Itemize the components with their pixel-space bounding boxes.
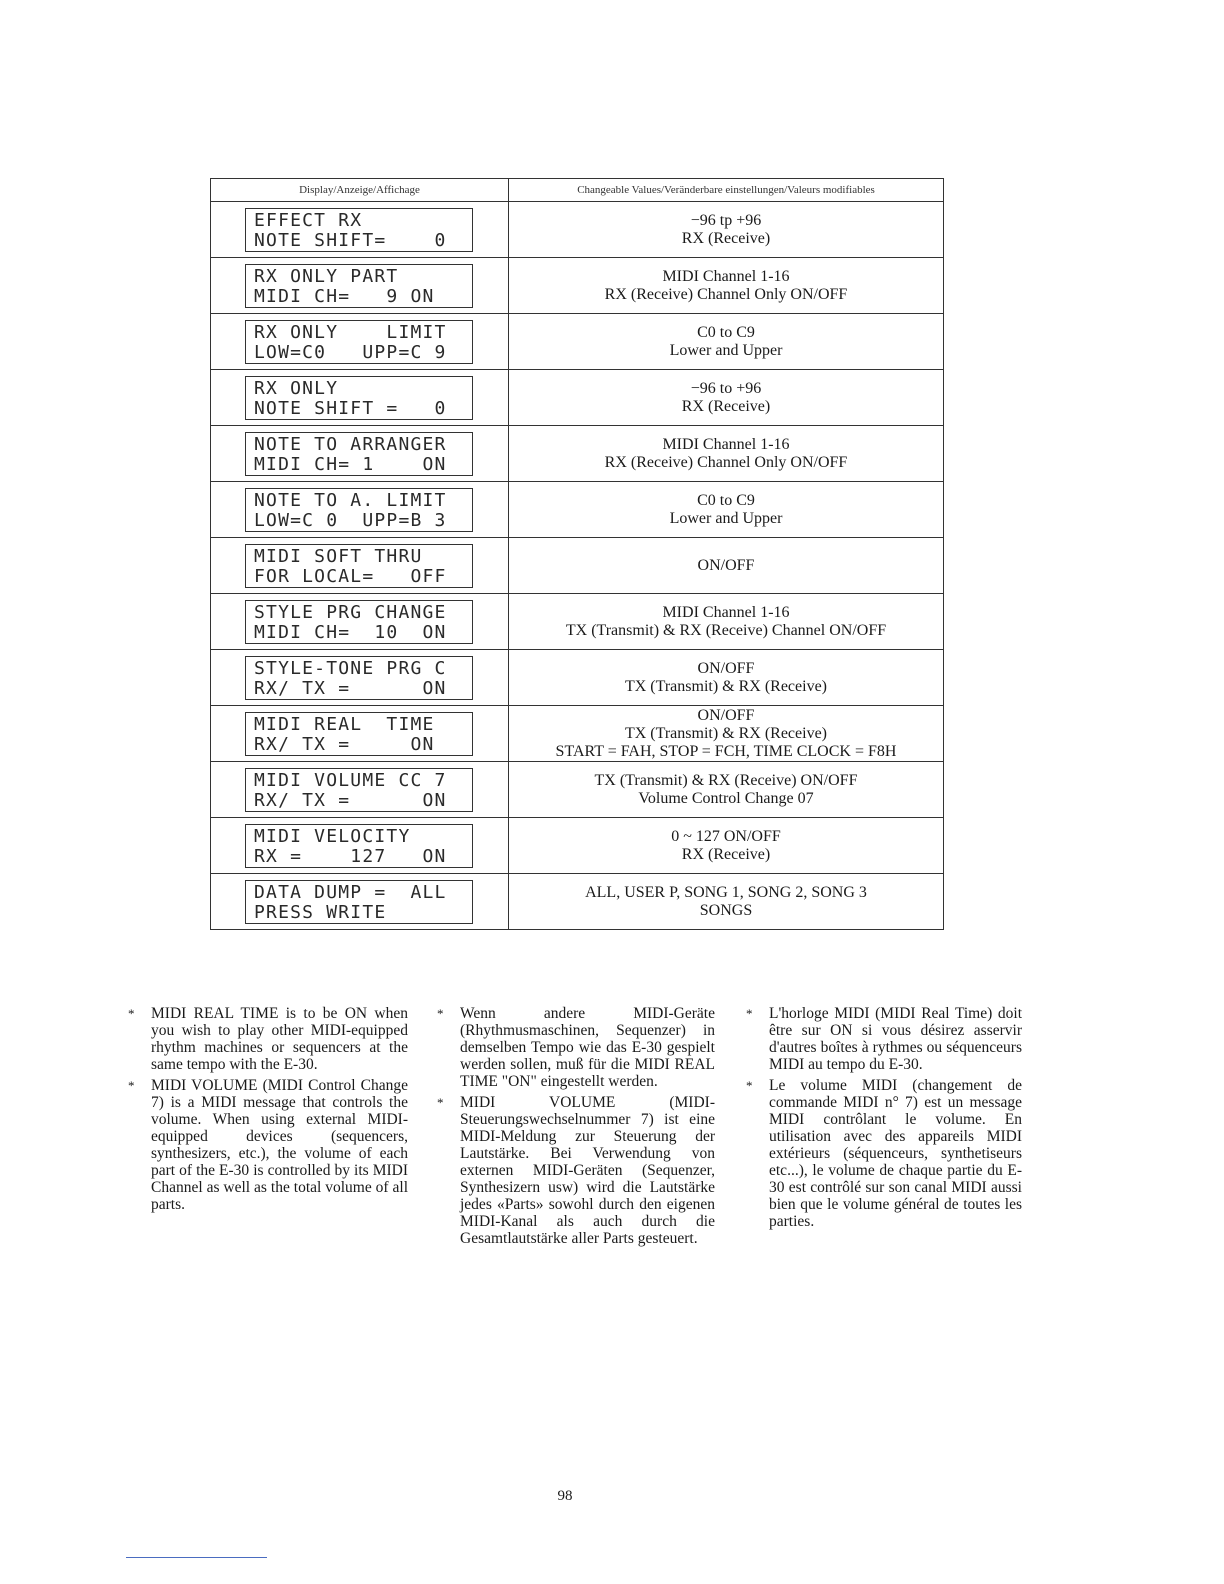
display-cell: [211, 874, 509, 930]
value-line: TX (Transmit) & RX (Receive) ON/OFF: [594, 771, 858, 789]
lcd-line: MIDI VOLUME CC 7: [254, 769, 447, 791]
header-values: Changeable Values/Veränderbare einstellungen/Valeurs modifiables: [509, 179, 944, 202]
note-text: Le volume MIDI (changement de commande MIDI n° 7) est un message MIDI contrôlant le volume. En utilisation avec des appareils MIDI extérieurs (séquenceurs, synthetiseurs etc...), le volume de chaque partie du E-30 est contrôlé sur son canal MIDI aussi bien que le volume général de toutes les parties.: [769, 1077, 1022, 1230]
display-cell: [211, 482, 509, 538]
note-text: MIDI VOLUME (MIDI-Steuerungswechselnummer 7) ist eine MIDI-Meldung zur Steuerung der Lautstärke. Bei Verwendung von externen MIDI-Geräten (Sequenzer, Synthesizern usw) wird die Lautstärke jedes «Parts» sowohl durch den eigenen MIDI-Kanal als auch durch die Gesamtlautstärke aller Parts gesteuert.: [460, 1094, 715, 1247]
lcd-display: [245, 656, 473, 700]
lcd-line: RX/ TX = ON: [254, 677, 447, 699]
midi-settings-table: [210, 178, 944, 930]
lcd-line: STYLE-TONE PRG C: [254, 657, 447, 679]
note-text: MIDI VOLUME (MIDI Control Change 7) is a MIDI message that controls the volume. When using external MIDI-equipped devices (sequencers, synthesizers, etc.), the volume of each part of the E-30 is controlled by its MIDI Channel as well as the total volume of all parts.: [151, 1077, 408, 1213]
table-row: [211, 818, 944, 874]
value-line: MIDI Channel 1-16: [662, 435, 790, 453]
value-line: RX (Receive): [681, 397, 771, 415]
display-cell: [211, 762, 509, 818]
lcd-display: [245, 544, 473, 588]
lcd-line: NOTE SHIFT= 0: [254, 229, 447, 251]
table-row: [211, 426, 944, 482]
lcd-display: [245, 432, 473, 476]
display-cell: [211, 538, 509, 594]
values-cell: [509, 706, 944, 762]
table-row: [211, 874, 944, 930]
note-paragraph: [437, 1005, 715, 1090]
value-line: Lower and Upper: [669, 509, 783, 527]
lcd-display: [245, 712, 473, 756]
lcd-line: FOR LOCAL= OFF: [254, 565, 447, 587]
note-paragraph: [437, 1094, 715, 1247]
note-paragraph: [746, 1077, 1022, 1230]
table-row: [211, 538, 944, 594]
display-cell: [211, 202, 509, 258]
value-line: C0 to C9: [697, 491, 755, 509]
page-number: 98: [557, 1488, 573, 1504]
lcd-line: RX/ TX = ON: [254, 733, 435, 755]
values-cell: [509, 650, 944, 706]
german-notes: [437, 1005, 715, 1251]
table-row: [211, 482, 944, 538]
table-row: [211, 594, 944, 650]
lcd-line: RX/ TX = ON: [254, 789, 447, 811]
display-cell: [211, 706, 509, 762]
value-line: START = FAH, STOP = FCH, TIME CLOCK = F8H: [555, 742, 897, 760]
lcd-display: [245, 376, 473, 420]
value-line: RX (Receive) Channel Only ON/OFF: [604, 453, 848, 471]
values-cell: [509, 818, 944, 874]
display-cell: [211, 258, 509, 314]
lcd-display: [245, 824, 473, 868]
values-cell: [509, 202, 944, 258]
value-line: SONGS: [699, 901, 753, 919]
value-line: C0 to C9: [697, 323, 755, 341]
lcd-line: RX = 127 ON: [254, 845, 447, 867]
footer-rule: [126, 1557, 267, 1558]
table-row: [211, 258, 944, 314]
lcd-line: EFFECT RX: [254, 209, 363, 231]
lcd-line: DATA DUMP = ALL: [254, 881, 447, 903]
note-paragraph: [128, 1005, 408, 1073]
values-cell: [509, 482, 944, 538]
values-cell: [509, 594, 944, 650]
table-row: [211, 706, 944, 762]
note-paragraph: [128, 1077, 408, 1213]
values-cell: [509, 762, 944, 818]
table-row: [211, 762, 944, 818]
values-cell: [509, 314, 944, 370]
lcd-display: [245, 320, 473, 364]
display-cell: [211, 594, 509, 650]
bullet-star: *: [128, 1006, 135, 1021]
lcd-line: PRESS WRITE: [254, 901, 387, 923]
lcd-line: MIDI CH= 1 ON: [254, 453, 447, 475]
value-line: −96 tp +96: [690, 211, 762, 229]
values-cell: [509, 370, 944, 426]
lcd-line: MIDI REAL TIME: [254, 713, 435, 735]
value-line: MIDI Channel 1-16: [662, 267, 790, 285]
display-cell: [211, 370, 509, 426]
table-row: [211, 650, 944, 706]
value-line: TX (Transmit) & RX (Receive) Channel ON/OFF: [565, 621, 887, 639]
lcd-display: [245, 488, 473, 532]
lcd-line: NOTE SHIFT = 0: [254, 397, 447, 419]
value-line: RX (Receive) Channel Only ON/OFF: [604, 285, 848, 303]
value-line: Volume Control Change 07: [638, 789, 814, 807]
values-cell: [509, 874, 944, 930]
lcd-line: LOW=C0 UPP=C 9: [254, 341, 447, 363]
value-line: RX (Receive): [681, 229, 771, 247]
display-cell: [211, 818, 509, 874]
lcd-display: [245, 768, 473, 812]
lcd-display: [245, 264, 473, 308]
lcd-display: [245, 880, 473, 924]
value-line: TX (Transmit) & RX (Receive): [624, 724, 828, 742]
values-cell: [509, 538, 944, 594]
lcd-line: MIDI CH= 10 ON: [254, 621, 447, 643]
header-display: Display/Anzeige/Affichage: [211, 179, 509, 202]
value-line: TX (Transmit) & RX (Receive): [624, 677, 828, 695]
display-cell: [211, 314, 509, 370]
lcd-line: RX ONLY: [254, 377, 339, 399]
lcd-line: NOTE TO ARRANGER: [254, 433, 447, 455]
table-row: [211, 370, 944, 426]
bullet-star: *: [437, 1095, 444, 1110]
values-cell: [509, 426, 944, 482]
lcd-line: LOW=C 0 UPP=B 3: [254, 509, 447, 531]
value-line: ON/OFF: [697, 659, 755, 677]
bullet-star: *: [437, 1006, 444, 1021]
lcd-line: STYLE PRG CHANGE: [254, 601, 447, 623]
lcd-line: RX ONLY LIMIT: [254, 321, 447, 343]
display-cell: [211, 650, 509, 706]
value-line: MIDI Channel 1-16: [662, 603, 790, 621]
bullet-star: *: [746, 1078, 753, 1093]
lcd-line: RX ONLY PART: [254, 265, 399, 287]
value-line: ON/OFF: [697, 706, 755, 724]
lcd-line: MIDI VELOCITY: [254, 825, 411, 847]
note-paragraph: [746, 1005, 1022, 1073]
value-line: 0 ~ 127 ON/OFF: [671, 827, 781, 845]
french-notes: [746, 1005, 1022, 1234]
table-row: [211, 202, 944, 258]
note-text: L'horloge MIDI (MIDI Real Time) doit être sur ON si vous désirez asservir d'autres boîtes à rythmes ou séquenceurs MIDI au tempo du E-30.: [769, 1005, 1022, 1073]
value-line: −96 to +96: [690, 379, 762, 397]
lcd-display: [245, 208, 473, 252]
lcd-display: [245, 600, 473, 644]
value-line: RX (Receive): [681, 845, 771, 863]
lcd-line: MIDI SOFT THRU: [254, 545, 423, 567]
note-text: Wenn andere MIDI-Geräte (Rhythmusmaschinen, Sequenzer) in demselben Tempo wie das E-30 gespielt werden sollen, muß für die MIDI REAL TIME "ON" eingestellt werden.: [460, 1005, 715, 1090]
values-cell: [509, 258, 944, 314]
bullet-star: *: [128, 1078, 135, 1093]
value-line: ON/OFF: [697, 556, 755, 574]
value-line: Lower and Upper: [669, 341, 783, 359]
value-line: ALL, USER P, SONG 1, SONG 2, SONG 3: [585, 883, 867, 901]
lcd-line: MIDI CH= 9 ON: [254, 285, 435, 307]
bullet-star: *: [746, 1006, 753, 1021]
note-text: MIDI REAL TIME is to be ON when you wish to play other MIDI-equipped rhythm machines or sequencers at the same tempo with the E-30.: [151, 1005, 408, 1073]
table-row: [211, 314, 944, 370]
lcd-line: NOTE TO A. LIMIT: [254, 489, 447, 511]
display-cell: [211, 426, 509, 482]
english-notes: [128, 1005, 408, 1217]
